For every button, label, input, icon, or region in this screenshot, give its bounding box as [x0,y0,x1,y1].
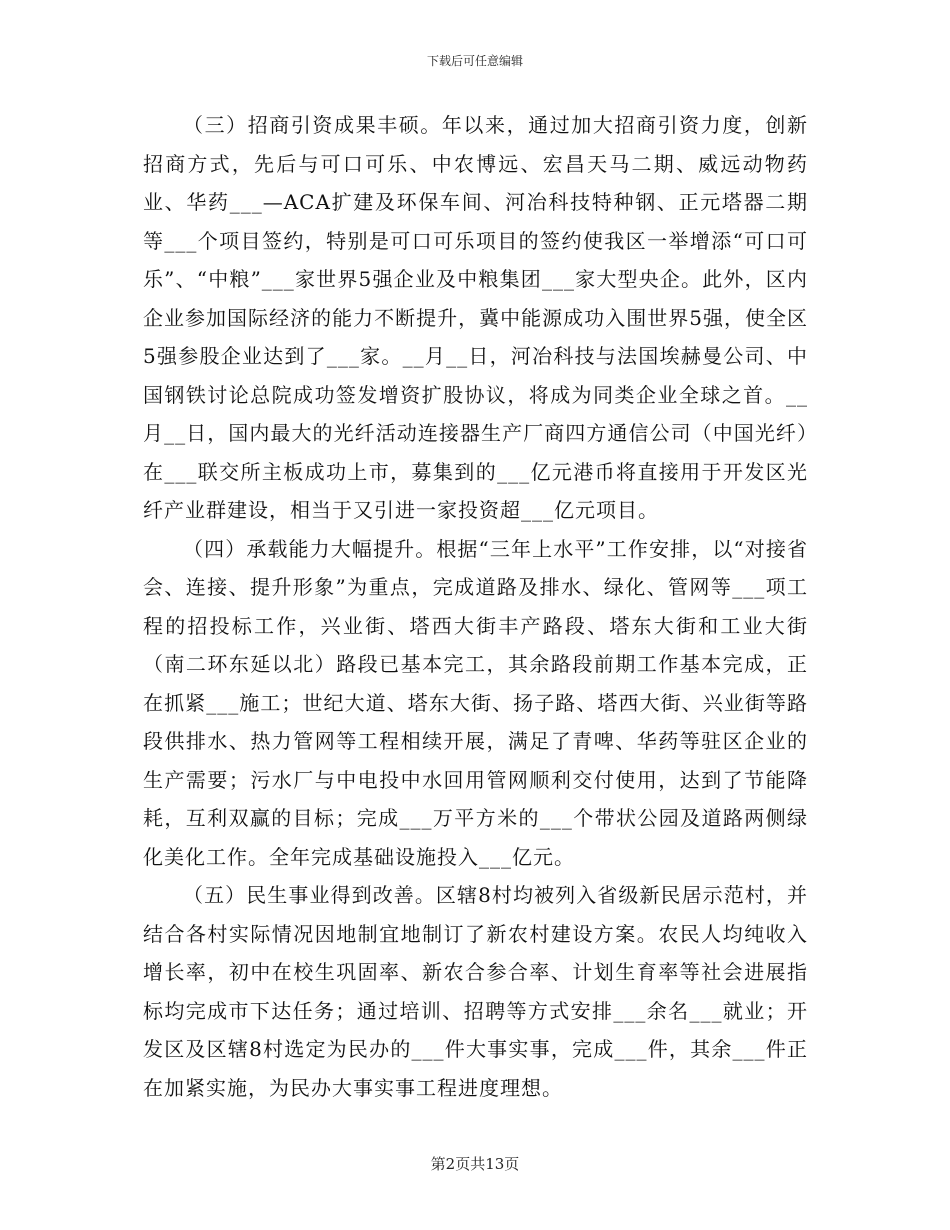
page-footer: 第2页共13页 [430,1155,520,1173]
document-body [143,106,808,1107]
page-header: 下载后可任意编辑 [426,54,523,68]
paragraph-livelihood: （五）民生事业得到改善。区辖8村均被列入省级新民居示范村，并结合各村实际情况因地制宜地制订了新农村建设方案。农民人均纯收入增长率，初中在校生巩固率、新农合参合率、计划生育率等社会进展指标均完成市下达任务；通过培训、招聘等方式安排___余名___就业；开发区及区辖8村选定为民办的___件大事实事，完成___件，其余___件正在加紧实施，为民办大事实事工程进度理想。 [143,883,808,1100]
paragraph-investment: （三）招商引资成果丰硕。年以来，通过加大招商引资力度，创新招商方式，先后与可口可乐、中农博远、宏昌天马二期、威远动物药业、华药___—ACA扩建及环保车间、河冶科技特种钢、正元塔器二期等___个项目签约，特别是可口可乐项目的签约使我区一举增添“可口可乐”、“中粮”___家世界5强企业及中粮集团___家大型央企。此外，区内企业参加国际经济的能力不断提升，冀中能源成功入围世界5强，使全区5强参股企业达到了___家。__月__日，河冶科技与法国埃赫曼公司、中国钢铁讨论总院成功签发增资扩股协议，将成为同类企业全球之首。__月__日，国内最大的光纤活动连接器生产厂商四方通信公司（中国光纤）在___联交所主板成功上市，募集到的___亿元港币将直接用于开发区光纤产业群建设，相当于又引进一家投资超___亿元项目。 [143,113,808,522]
paragraph-capacity: （四）承载能力大幅提升。根据“三年上水平”工作安排，以“对接省会、连接、提升形象”为重点，完成道路及排水、绿化、管网等___项工程的招投标工作，兴业街、塔西大街丰产路段、塔东大街和工业大街（南二环东延以北）路段已基本完工，其余路段前期工作基本完成，正在抓紧___施工；世纪大道、塔东大街、扬子路、塔西大街、兴业街等路段供排水、热力管网等工程相续开展，满足了青啤、华药等驻区企业的生产需要；污水厂与中电投中水回用管网顺利交付使用，达到了节能降耗，互利双赢的目标；完成___万平方米的___个带状公园及道路两侧绿化美化工作。全年完成基础设施投入___亿元。 [143,536,808,869]
